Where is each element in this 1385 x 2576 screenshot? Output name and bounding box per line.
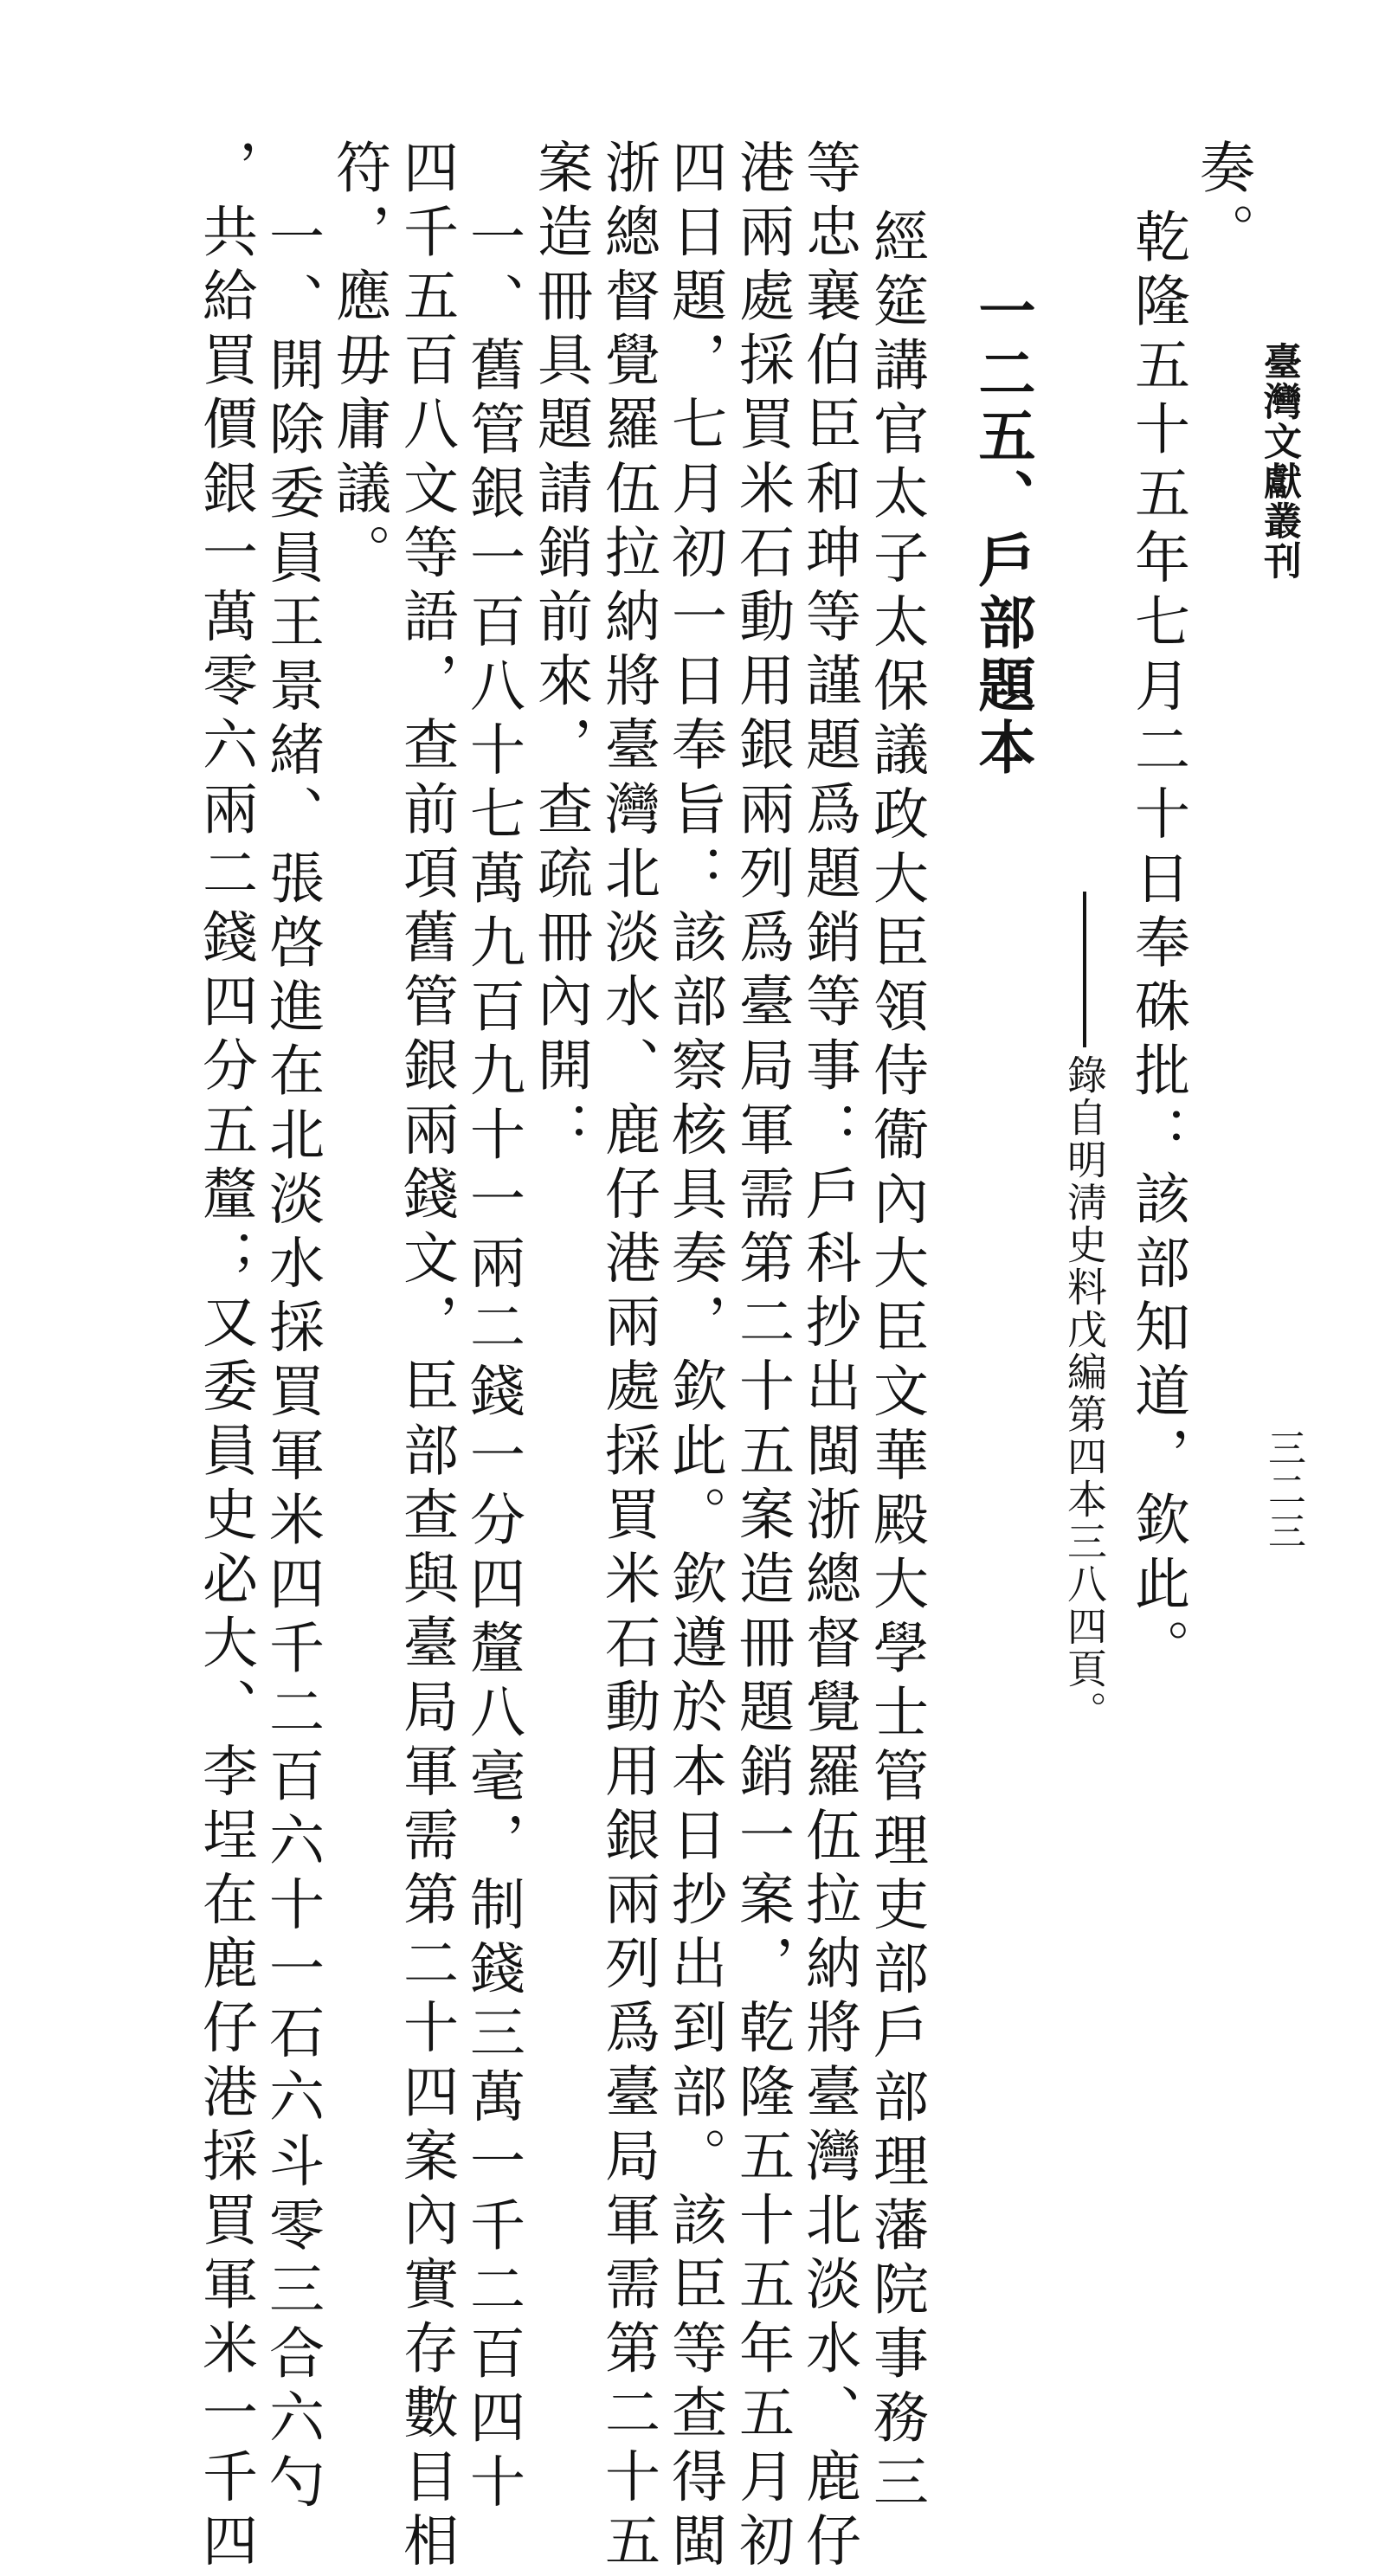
section-heading: 一二五、戶部題本 bbox=[969, 281, 1036, 780]
text-column-5: 經筵講官太子太保議政大臣領侍衞內大臣文華殿大學士管理吏部戶部理藩院事務三 bbox=[864, 208, 928, 2517]
text-column-1: 奏。 bbox=[1190, 138, 1254, 267]
page-number: 三二三 bbox=[1261, 1428, 1305, 1553]
citation-dash bbox=[1083, 892, 1086, 1047]
source-citation-text: 錄自明淸史料戊編第四本三八四頁。 bbox=[1061, 1054, 1108, 1733]
text-column-2: 乾隆五十五年七月二十日奉硃批：該部知道，欽此。 bbox=[1125, 208, 1189, 1684]
source-citation bbox=[1061, 892, 1108, 1733]
text-column-9: 浙總督覺羅伍拉納將臺灣北淡水、鹿仔港兩處採買米石動用銀兩列爲臺局軍需第二十五 bbox=[596, 138, 660, 2576]
text-column-11: 一、舊管銀一百八十七萬九百九十一兩二錢一分四釐八毫，制錢三萬一千二百四十 bbox=[461, 208, 525, 2517]
text-column-6: 等忠襄伯臣和珅等謹題爲題銷等事：戶科抄出閩浙總督覺羅伍拉納將臺灣北淡水、鹿仔 bbox=[796, 138, 860, 2576]
running-title: 臺灣文獻叢刊 bbox=[1257, 342, 1301, 581]
text-column-7: 港兩處採買米石動用銀兩列爲臺局軍需第二十五案造冊題銷一案，乾隆五十五年五月初 bbox=[730, 138, 794, 2576]
text-column-15: ，共給買價銀一萬零六兩二錢四分五釐；又委員史必大、李埕在鹿仔港採買軍米一千四 bbox=[193, 138, 257, 2576]
text-column-10: 案造冊具題請銷前來，查疏冊內開： bbox=[528, 138, 592, 1165]
text-column-8: 四日題，七月初一日奉旨：該部察核具奏，欽此。欽遵於本日抄出到部。該臣等查得閩 bbox=[662, 138, 726, 2576]
text-column-13: 符，應毋庸議。 bbox=[326, 138, 390, 588]
text-column-14: 一、開除委員王景緒、張啓進在北淡水採買軍米四千二百六十一石六斗零三合六勺 bbox=[260, 208, 324, 2517]
text-column-12: 四千五百八文等語，查前項舊管銀兩錢文，臣部查與臺局軍需第二十四案內實存數目相 bbox=[394, 138, 458, 2576]
